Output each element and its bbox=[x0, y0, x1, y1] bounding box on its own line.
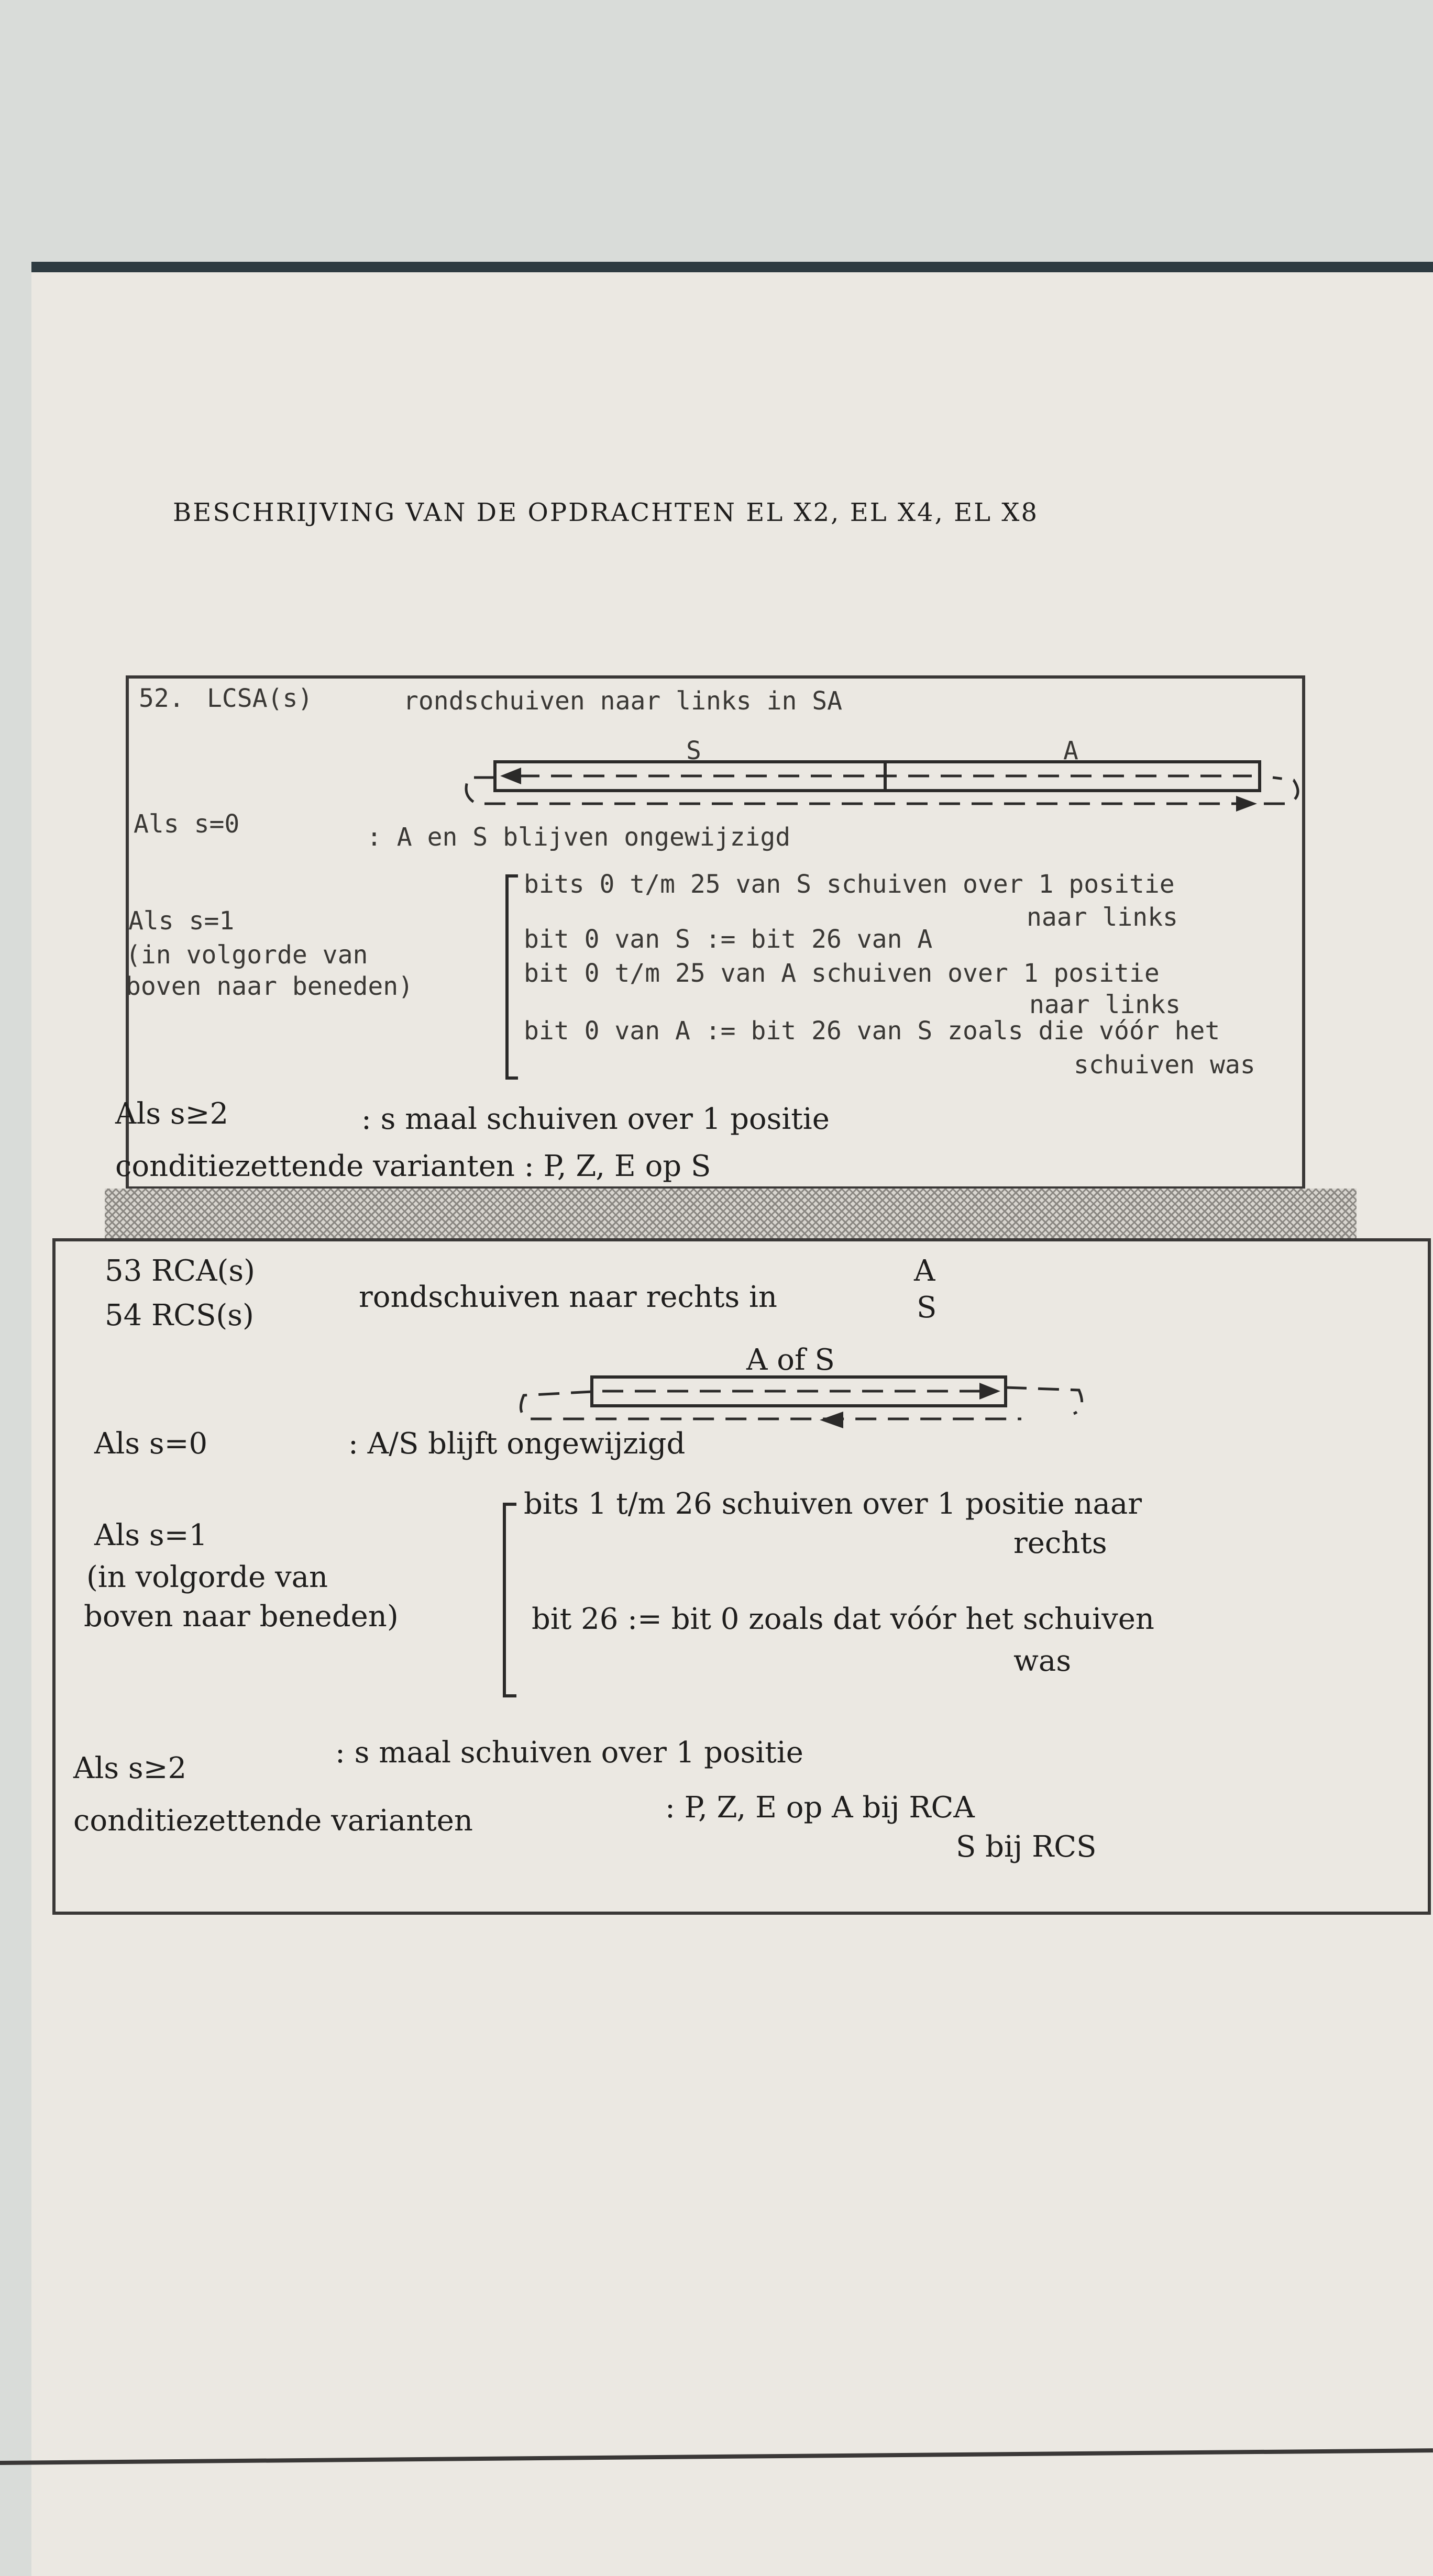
s1-step-line4: was bbox=[1013, 1644, 1072, 1678]
condition-variants-label: conditiezettende varianten bbox=[73, 1804, 473, 1838]
case-s1-label-line3: boven naar beneden) bbox=[84, 1600, 399, 1634]
title-register-s: S bbox=[917, 1291, 937, 1325]
s1-step-line2: rechts bbox=[1013, 1526, 1107, 1560]
title-register-a: A bbox=[914, 1254, 935, 1288]
s1-step-line5: naar links bbox=[1029, 990, 1181, 1019]
instruction-code-rca: 53 RCA(s) bbox=[105, 1254, 255, 1288]
s1-step-line6: bit 0 van A := bit 26 van S zoals die vóór het bbox=[524, 1016, 1220, 1046]
condition-variants: conditiezettende varianten : P, Z, E op S bbox=[115, 1149, 711, 1183]
case-s2-label: Als s≥2 bbox=[73, 1751, 187, 1785]
s1-step-line1: bits 1 t/m 26 schuiven over 1 positie naar bbox=[524, 1487, 1142, 1521]
s1-step-line3: bit 26 := bit 0 zoals dat vóór het schuiven bbox=[532, 1602, 1154, 1636]
condition-variants-rcs: S bij RCS bbox=[956, 1830, 1097, 1864]
hatched-separator bbox=[105, 1189, 1357, 1238]
case-s0-text: : A/S blijft ongewijzigd bbox=[348, 1427, 686, 1461]
case-s2-text: : s maal schuiven over 1 positie bbox=[335, 1736, 803, 1770]
register-label-a-or-s: A of S bbox=[746, 1343, 835, 1377]
case-s1-label-line1: Als s=1 bbox=[128, 906, 235, 936]
case-s0-label: Als s=0 bbox=[94, 1427, 208, 1461]
case-s2-label: Als s≥2 bbox=[115, 1097, 229, 1131]
case-s1-label-line3: boven naar beneden) bbox=[126, 972, 414, 1001]
case-s1-label-line1: Als s=1 bbox=[94, 1518, 208, 1552]
case-s0-text: : A en S blijven ongewijzigd bbox=[367, 823, 791, 852]
instruction-title: rondschuiven naar links in SA bbox=[403, 686, 843, 716]
condition-variants-rca: : P, Z, E op A bij RCA bbox=[665, 1791, 975, 1825]
case-s1-bracket bbox=[505, 874, 518, 1080]
case-s0-label: Als s=0 bbox=[134, 809, 240, 839]
register-sa-diagram bbox=[466, 762, 1298, 812]
instruction-number: 52. bbox=[139, 684, 184, 713]
instruction-code-rcs: 54 RCS(s) bbox=[105, 1298, 254, 1333]
register-label-s: S bbox=[686, 736, 701, 765]
instruction-title: rondschuiven naar rechts in bbox=[359, 1280, 777, 1314]
case-s1-label-line2: (in volgorde van bbox=[126, 940, 368, 970]
s1-step-line7: schuiven was bbox=[1074, 1050, 1255, 1080]
case-s2-text: : s maal schuiven over 1 positie bbox=[361, 1102, 830, 1136]
case-s1-label-line2: (in volgorde van bbox=[86, 1560, 328, 1594]
register-label-a: A bbox=[1063, 736, 1078, 765]
case-s1-bracket bbox=[503, 1503, 516, 1697]
page-header: BESCHRIJVING VAN DE OPDRACHTEN EL X2, EL X4, EL X8 bbox=[173, 498, 1039, 527]
s1-step-line3: bit 0 van S := bit 26 van A bbox=[524, 925, 933, 954]
s1-step-line1: bits 0 t/m 25 van S schuiven over 1 positie bbox=[524, 870, 1175, 899]
instruction-code: LCSA(s) bbox=[207, 684, 313, 713]
s1-step-line2: naar links bbox=[1027, 903, 1178, 932]
s1-step-line4: bit 0 t/m 25 van A schuiven over 1 positie bbox=[524, 959, 1160, 988]
